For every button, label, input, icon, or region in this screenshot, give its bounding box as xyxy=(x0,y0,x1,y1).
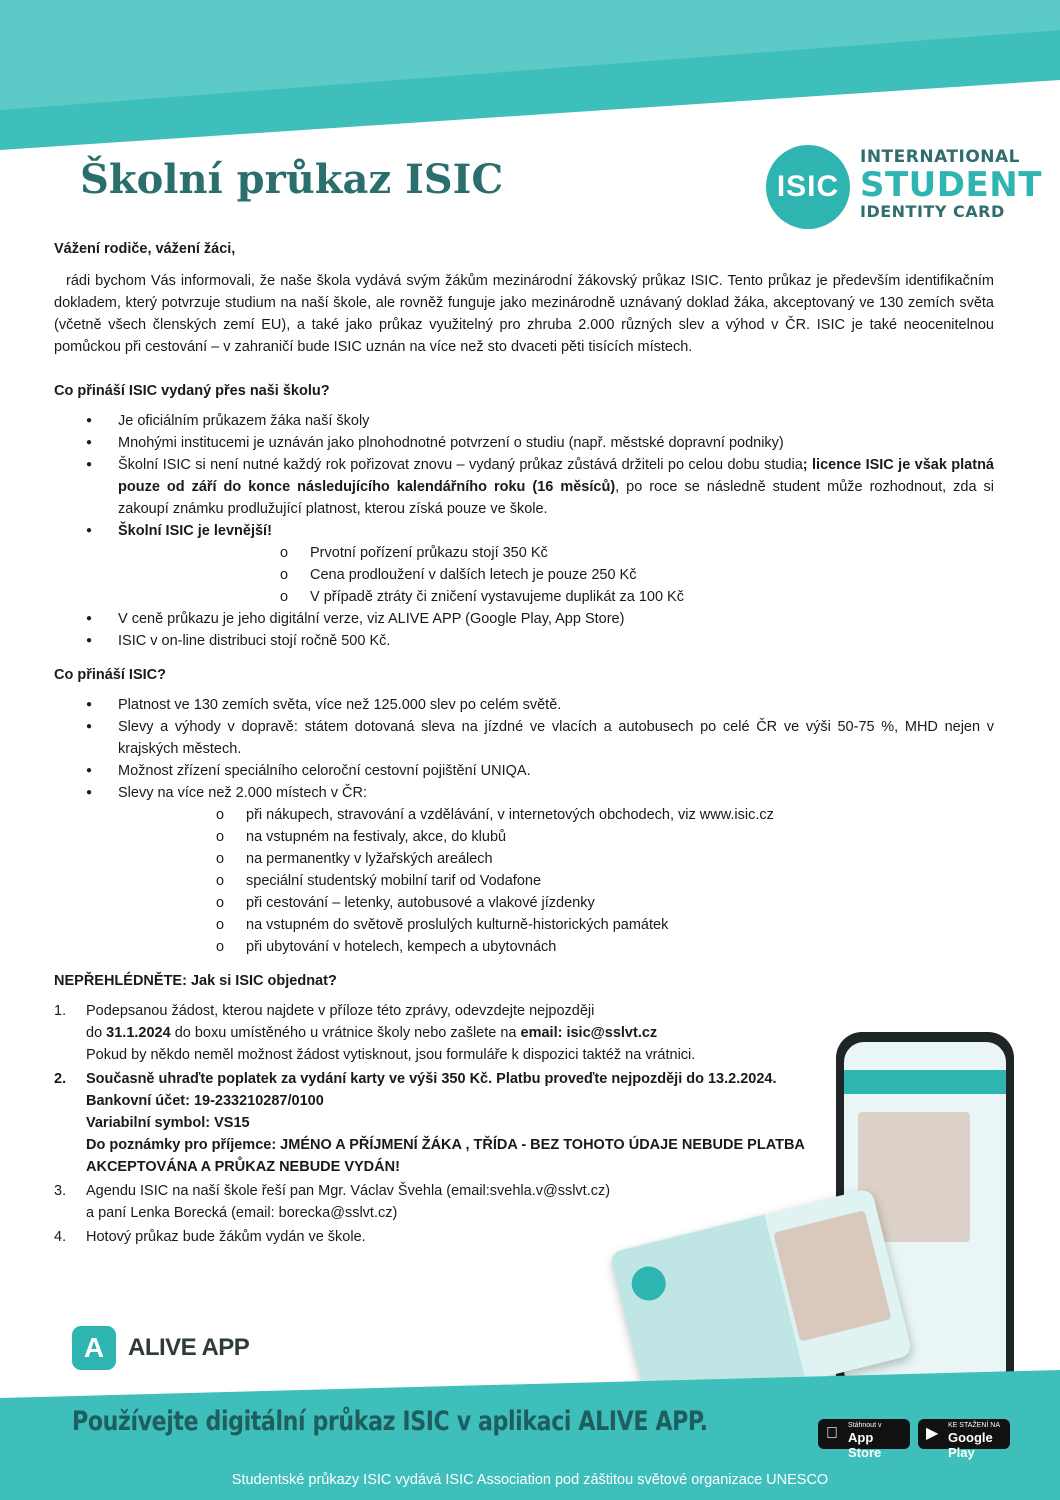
discount-list xyxy=(118,804,994,958)
step-number: 4. xyxy=(54,1229,67,1245)
alive-app-icon: A xyxy=(72,1326,116,1370)
isic-logo-mark: ISIC xyxy=(766,145,850,229)
alive-app-label: ALIVE APP xyxy=(128,1334,250,1361)
discount-item: o speciální studentský mobilní tarif od Vodafone xyxy=(118,870,994,892)
list-item: ● Je oficiálním průkazem žáka naší školy xyxy=(54,410,994,432)
list-item-text: , po roce se následně student může rozhodnout, zda si zakoupí známku prodlužující platnost, kterou získá pouze ve škole. xyxy=(118,479,995,517)
isic-logo-wordmark xyxy=(860,149,1042,220)
step-2 xyxy=(54,1068,834,1178)
step-number: 1. xyxy=(54,1003,67,1019)
licence-note: ; licence ISIC je však platná pouze od září do konce následujícího kalendářního roku (16 měsíců) xyxy=(118,457,994,495)
step-text: a paní Lenka Borecká (email: borecka@sslvt.cz) xyxy=(86,1205,398,1221)
step-1 xyxy=(54,1000,834,1066)
step-text-part: do boxu umístěného u vrátnice školy nebo zašlete na xyxy=(170,1025,521,1041)
discount-item: o při ubytování v hotelech, kempech a ubytovnách xyxy=(118,936,994,958)
step-text: Pokud by někdo neměl možnost žádost vytisknout, jsou formuláře k dispozici taktéž na vrátnici. xyxy=(86,1047,696,1063)
payment-note: Do poznámky pro příjemce: JMÉNO A PŘÍJMENÍ ŽÁKA , TŘÍDA - BEZ TOHOTO ÚDAJE NEBUDE PLATBA AKCEPTOVÁNA A PRŮKAZ NEBUDE VYDÁN! xyxy=(86,1137,805,1175)
isic-logo xyxy=(766,143,1042,233)
order-email: email: isic@sslvt.cz xyxy=(520,1025,658,1041)
list-item: ● Mnohými institucemi je uznáván jako plnohodnotné potvrzení o studiu (např. městské dopravní podniky) xyxy=(54,432,994,454)
deadline-date: 31.1.2024 xyxy=(106,1025,171,1041)
variable-symbol: Variabilní symbol: VS15 xyxy=(86,1115,250,1131)
step-text-part: do xyxy=(86,1025,107,1041)
list-item-text: Školní ISIC si není nutné každý rok pořizovat znovu – vydaný průkaz zůstává držiteli po celou dobu studia xyxy=(118,457,803,473)
apple-icon xyxy=(826,1424,838,1444)
section2-heading: Co přináší ISIC? xyxy=(54,667,166,683)
discount-item: o při cestování – letenky, autobusové a vlakové jízdenky xyxy=(118,892,994,914)
logo-line-2: STUDENT xyxy=(860,165,1042,205)
discount-item: o na vstupném na festivaly, akce, do klubů xyxy=(118,826,994,848)
step-text: Agendu ISIC na naší škole řeší pan Mgr. Václav Švehla (email:svehla.v@sslvt.cz) xyxy=(86,1183,611,1199)
price-item: o V případě ztráty či zničení vystavujeme duplikát za 100 Kč xyxy=(118,586,994,608)
footer-note: Studentské průkazy ISIC vydává ISIC Association pod záštitou světové organizace UNESCO xyxy=(231,1472,829,1488)
discount-item: o na vstupném do světově proslulých kulturně-historických památek xyxy=(118,914,994,936)
logo-line-3: IDENTITY CARD xyxy=(860,202,1005,221)
list-item: ● Platnost ve 130 zemích světa, více než 125.000 slev po celém světě. xyxy=(54,694,994,716)
list-item: ● ISIC v on-line distribuci stojí ročně 500 Kč. xyxy=(54,630,994,652)
step-text xyxy=(86,1022,834,1044)
price-item: o Prvotní pořízení průkazu stojí 350 Kč xyxy=(118,542,994,564)
order-steps xyxy=(54,1000,834,1248)
step-number: 3. xyxy=(54,1183,67,1199)
step-text: Podepsanou žádost, kterou najdete v příloze této zprávy, odevzdejte nejpozději xyxy=(86,1003,595,1019)
list-item: ● Slevy a výhody v dopravě: státem dotovaná sleva na jízdné ve vlacích a autobusech po celé ČR ve výši 50-75 %, MHD nejen v krajských městech. xyxy=(54,716,994,760)
app-store-big: App Store xyxy=(848,1430,882,1460)
list-item: ● Možnost zřízení speciálního celoroční cestovní pojištění UNIQA. xyxy=(54,760,994,782)
section1-heading: Co přináší ISIC vydaný přes naši školu? xyxy=(54,383,330,399)
section2-list xyxy=(54,694,994,958)
logo-line-1: INTERNATIONAL xyxy=(860,147,1021,167)
google-play-small: KE STAŽENÍ NA xyxy=(948,1422,1000,1429)
step-number: 2. xyxy=(54,1071,67,1087)
app-store-badge[interactable] xyxy=(818,1419,910,1460)
payment-text: Současně uhraďte poplatek za vydání karty ve výši 350 Kč. Platbu proveďte nejpozději do 13.2.2024. xyxy=(86,1071,777,1087)
promo-headline: Používejte digitální průkaz ISIC v aplikaci ALIVE APP. xyxy=(72,1406,708,1437)
play-icon: ▶ xyxy=(926,1425,939,1442)
app-store-small: Stáhnout v xyxy=(848,1422,882,1429)
price-list xyxy=(118,542,994,608)
discount-item: o na permanentky v lyžařských areálech xyxy=(118,848,994,870)
discount-item: o při nákupech, stravování a vzdělávání, v internetových obchodech, viz www.isic.cz xyxy=(118,804,994,826)
section1-list xyxy=(54,410,994,652)
list-item xyxy=(54,782,994,958)
step-text: Hotový průkaz bude žákům vydán ve škole. xyxy=(86,1229,366,1245)
top-decor-band xyxy=(0,0,1060,150)
price-item: o Cena prodloužení v dalších letech je pouze 250 Kč xyxy=(118,564,994,586)
google-play-big: Google Play xyxy=(948,1430,993,1460)
phone-screen-bar xyxy=(844,1070,1006,1094)
greeting: Vážení rodiče, vážení žáci, xyxy=(54,241,236,257)
bank-account: Bankovní účet: 19-233210287/0100 xyxy=(86,1093,324,1109)
list-item: ● V ceně průkazu je jeho digitální verze, viz ALIVE APP (Google Play, App Store) xyxy=(54,608,994,630)
list-item xyxy=(54,454,994,520)
step-3 xyxy=(54,1180,834,1224)
page-title: Školní průkaz ISIC xyxy=(80,156,504,203)
section3-heading: NEPŘEHLÉDNĚTE: Jak si ISIC objednat? xyxy=(54,973,337,989)
cheaper-note: Školní ISIC je levnější! xyxy=(118,523,272,539)
discounts-title: Slevy na více než 2.000 místech v ČR: xyxy=(118,785,368,801)
list-item xyxy=(54,520,994,608)
intro-paragraph: rádi bychom Vás informovali, že naše škola vydává svým žákům mezinárodní žákovský průkaz ISIC. Tento průkaz je především identifikačním dokladem, který potvrzuje studium na naší škole, ale rovněž funguje jako mezinárodně uznávaný doklad žáka, akceptovaný ve 130 zemích světa (včetně všech členských zemí EU), a také jako průkaz využitelný pro zhruba 2.000 různých slev a výhod v ČR. ISIC je také neocenitelnou pomůckou při cestování – v zahraničí bude ISIC uznán na více než sto dvaceti pěti tisících místech. xyxy=(54,273,994,355)
google-play-badge[interactable] xyxy=(918,1419,1010,1460)
